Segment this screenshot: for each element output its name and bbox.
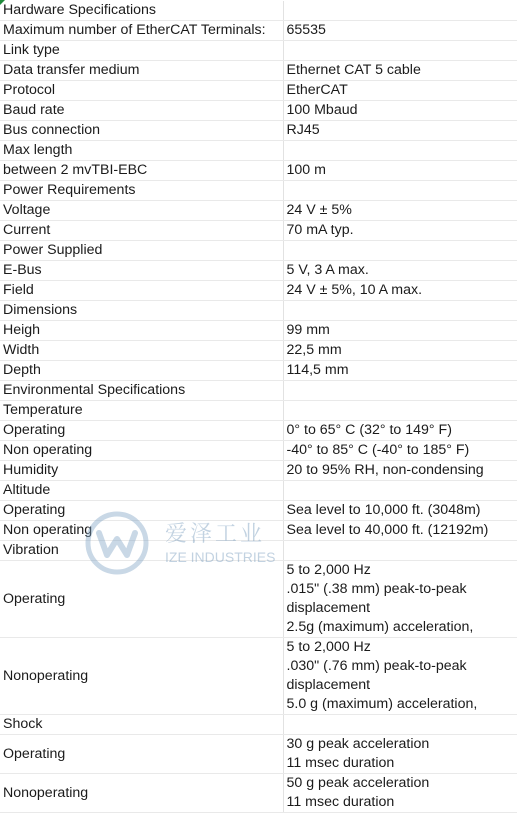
spec-value bbox=[283, 201, 517, 221]
spec-row bbox=[0, 281, 517, 301]
spec-value bbox=[283, 1, 517, 21]
spec-row bbox=[0, 241, 517, 261]
spec-value-line: -40° to 85° C (-40° to 185° F) bbox=[287, 441, 517, 460]
watermark-chinese-text: 爱泽工业 bbox=[165, 517, 265, 548]
spec-row bbox=[0, 561, 517, 638]
spec-row bbox=[0, 321, 517, 341]
spec-row bbox=[0, 261, 517, 281]
spec-label: Depth bbox=[0, 361, 283, 381]
spec-row bbox=[0, 361, 517, 381]
spec-label: Hardware Specifications bbox=[0, 1, 283, 21]
spec-label: Power Requirements bbox=[0, 181, 283, 201]
spec-value bbox=[283, 481, 517, 501]
spec-label: E-Bus bbox=[0, 261, 283, 281]
spec-table bbox=[0, 1, 517, 813]
spec-value-line: displacement bbox=[287, 599, 517, 618]
spec-row bbox=[0, 541, 517, 561]
spec-value bbox=[283, 321, 517, 341]
spec-row bbox=[0, 181, 517, 201]
spec-value-line: 11 msec duration bbox=[287, 793, 517, 812]
spec-row bbox=[0, 715, 517, 735]
spec-value-line: .015" (.38 mm) peak-to-peak bbox=[287, 580, 517, 599]
spec-value bbox=[283, 561, 517, 638]
spec-value bbox=[283, 81, 517, 101]
spec-row bbox=[0, 421, 517, 441]
spec-row bbox=[0, 401, 517, 421]
spec-row bbox=[0, 735, 517, 774]
spec-value-line: EtherCAT bbox=[287, 81, 517, 100]
spec-value bbox=[283, 161, 517, 181]
spec-label: Power Supplied bbox=[0, 241, 283, 261]
spec-value-line: 24 V ± 5% bbox=[287, 201, 517, 220]
spec-value bbox=[283, 381, 517, 401]
spec-label: Operating bbox=[0, 501, 283, 521]
spec-value bbox=[283, 121, 517, 141]
spec-value bbox=[283, 221, 517, 241]
spec-value-line: 11 msec duration bbox=[287, 754, 517, 773]
spec-value-line: Sea level to 10,000 ft. (3048m) bbox=[287, 501, 517, 520]
spec-label: Nonoperating bbox=[0, 774, 283, 813]
spec-label: Maximum number of EtherCAT Terminals: bbox=[0, 21, 283, 41]
spec-value bbox=[283, 21, 517, 41]
spec-value bbox=[283, 501, 517, 521]
spec-value bbox=[283, 715, 517, 735]
spec-value-line: 100 Mbaud bbox=[287, 101, 517, 120]
spec-row bbox=[0, 638, 517, 715]
spec-value bbox=[283, 261, 517, 281]
spec-label: Data transfer medium bbox=[0, 61, 283, 81]
spec-row bbox=[0, 501, 517, 521]
spec-row bbox=[0, 1, 517, 21]
spec-row bbox=[0, 41, 517, 61]
spec-value bbox=[283, 181, 517, 201]
spec-label: Operating bbox=[0, 421, 283, 441]
spec-value-line: 70 mA typ. bbox=[287, 221, 517, 240]
spec-value bbox=[283, 461, 517, 481]
spec-value bbox=[283, 281, 517, 301]
spec-value bbox=[283, 41, 517, 61]
spec-table-body bbox=[0, 1, 517, 813]
spec-row bbox=[0, 461, 517, 481]
spec-label: Voltage bbox=[0, 201, 283, 221]
spec-value-line: 30 g peak acceleration bbox=[287, 735, 517, 754]
spec-value bbox=[283, 774, 517, 813]
spec-row bbox=[0, 161, 517, 181]
spec-row bbox=[0, 521, 517, 541]
spec-value bbox=[283, 301, 517, 321]
spec-label: Bus connection bbox=[0, 121, 283, 141]
spec-label: Operating bbox=[0, 561, 283, 638]
spec-value bbox=[283, 421, 517, 441]
spec-value-line: Sea level to 40,000 ft. (12192m) bbox=[287, 521, 517, 540]
spec-value-line: displacement bbox=[287, 676, 517, 695]
spec-value-line: 114,5 mm bbox=[287, 361, 517, 380]
spec-value bbox=[283, 341, 517, 361]
spec-row bbox=[0, 61, 517, 81]
spec-label: Protocol bbox=[0, 81, 283, 101]
spec-value-line: 2.5g (maximum) acceleration, bbox=[287, 618, 517, 637]
spec-label: Temperature bbox=[0, 401, 283, 421]
spec-row bbox=[0, 81, 517, 101]
spec-label: between 2 mvTBI-EBC bbox=[0, 161, 283, 181]
spec-row bbox=[0, 301, 517, 321]
spec-label: Operating bbox=[0, 735, 283, 774]
spec-value bbox=[283, 735, 517, 774]
spec-value bbox=[283, 541, 517, 561]
spec-value bbox=[283, 521, 517, 541]
spec-value-line: 5 V, 3 A max. bbox=[287, 261, 517, 280]
spec-value-line: 24 V ± 5%, 10 A max. bbox=[287, 281, 517, 300]
spec-row bbox=[0, 341, 517, 361]
spec-value-line: RJ45 bbox=[287, 121, 517, 140]
spec-value-line: 100 m bbox=[287, 161, 517, 180]
spec-label: Baud rate bbox=[0, 101, 283, 121]
spec-label: Link type bbox=[0, 41, 283, 61]
spec-value-line: 22,5 mm bbox=[287, 341, 517, 360]
spec-row bbox=[0, 21, 517, 41]
watermark-english-text: IZE INDUSTRIES bbox=[165, 549, 275, 565]
spec-row bbox=[0, 381, 517, 401]
spec-row bbox=[0, 101, 517, 121]
spec-label: Shock bbox=[0, 715, 283, 735]
spec-row bbox=[0, 201, 517, 221]
spec-value bbox=[283, 101, 517, 121]
spec-label: Heigh bbox=[0, 321, 283, 341]
spec-label: Width bbox=[0, 341, 283, 361]
spec-label: Altitude bbox=[0, 481, 283, 501]
spec-value-line: 5 to 2,000 Hz bbox=[287, 561, 517, 580]
spec-row bbox=[0, 221, 517, 241]
spec-label: Nonoperating bbox=[0, 638, 283, 715]
spec-value bbox=[283, 241, 517, 261]
spec-value bbox=[283, 638, 517, 715]
spec-label: Max length bbox=[0, 141, 283, 161]
spec-value bbox=[283, 361, 517, 381]
spec-value bbox=[283, 401, 517, 421]
spec-value bbox=[283, 61, 517, 81]
spec-value-line: 5.0 g (maximum) acceleration, bbox=[287, 695, 517, 714]
spec-label: Dimensions bbox=[0, 301, 283, 321]
spec-row bbox=[0, 481, 517, 501]
spec-value-line: 65535 bbox=[287, 21, 517, 40]
spec-label: Vibration bbox=[0, 541, 283, 561]
spec-row bbox=[0, 774, 517, 813]
spec-value bbox=[283, 141, 517, 161]
spec-label: Humidity bbox=[0, 461, 283, 481]
spec-value-line: 50 g peak acceleration bbox=[287, 774, 517, 793]
spec-value-line: .030" (.76 mm) peak-to-peak bbox=[287, 657, 517, 676]
spec-value bbox=[283, 441, 517, 461]
spec-value-line: 99 mm bbox=[287, 321, 517, 340]
spec-value-line: 0° to 65° C (32° to 149° F) bbox=[287, 421, 517, 440]
spec-row bbox=[0, 121, 517, 141]
spec-value-line: 5 to 2,000 Hz bbox=[287, 638, 517, 657]
spec-value-line: 20 to 95% RH, non-condensing bbox=[287, 461, 517, 480]
spec-value-line: Ethernet CAT 5 cable bbox=[287, 61, 517, 80]
spec-label: Non operating bbox=[0, 441, 283, 461]
spec-label: Current bbox=[0, 221, 283, 241]
spec-row bbox=[0, 441, 517, 461]
spec-label: Environmental Specifications bbox=[0, 381, 283, 401]
spec-label: Field bbox=[0, 281, 283, 301]
spec-label: Non operating bbox=[0, 521, 283, 541]
spec-row bbox=[0, 141, 517, 161]
